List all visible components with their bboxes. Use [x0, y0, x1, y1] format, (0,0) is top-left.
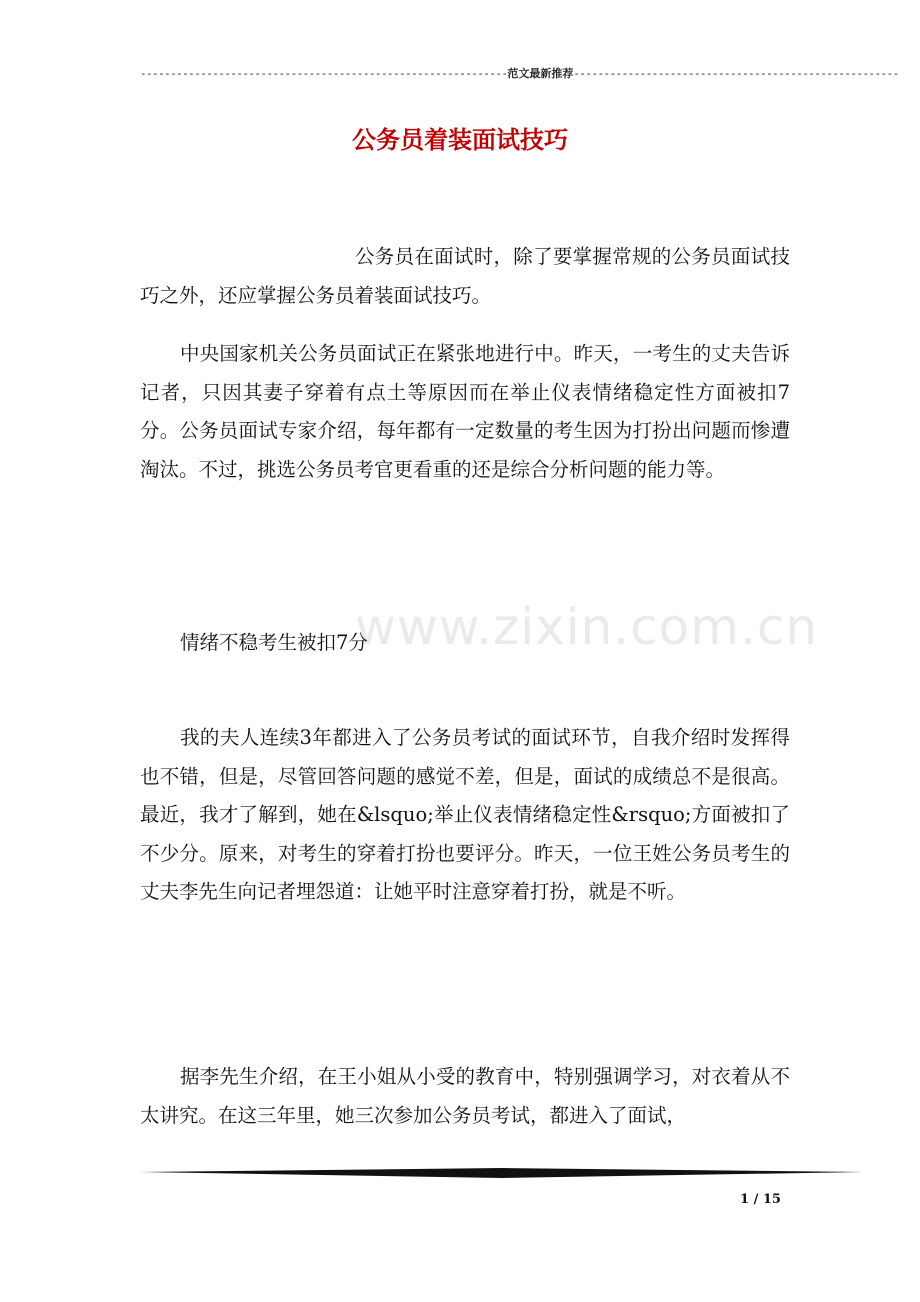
document-title: 公务员着装面试技巧	[352, 125, 568, 154]
paragraph-4: 据李先生介绍，在王小姐从小受的教育中，特别强调学习，对衣着从不太讲究。在这三年里，她三次参加公务员考试，都进入了面试，	[140, 1065, 790, 1127]
paragraph-3: 我的夫人连续3年都进入了公务员考试的面试环节，自我介绍时发挥得也不错，但是，尽管回答问题的感觉不差，但是，面试的成绩总不是很高。最近，我才了解到，她在&lsquo;举止仪表情绪稳定性&rsquo;方面被扣了不少分。原来，对考生的穿着打扮也要评分。昨天，一位王姓公务员考生的丈夫李先生向记者埋怨道：让她平时注意穿着打扮，就是不听。	[140, 726, 790, 903]
paragraph-1: 中央国家机关公务员面试正在紧张地进行中。昨天，一考生的丈夫告诉记者，只因其妻子穿着有点土等原因而在举止仪表情绪稳定性方面被扣7分。公务员面试专家介绍，每年都有一定数量的考生因为打扮出问题而惨遭淘汰。不过，挑选公务员考官更看重的还是综合分析问题的能力等。	[140, 342, 790, 481]
paragraph-intro: 公务员在面试时，除了要掌握常规的公务员面试技巧之外，还应掌握公务员着装面试技巧。	[140, 245, 790, 307]
watermark-text: www.zixin.com.cn	[355, 598, 819, 656]
page-number: 1 / 15	[740, 1192, 781, 1207]
page-header	[140, 66, 899, 82]
header-dashes-right: ------------------------------------------------------	[573, 67, 899, 80]
footer-rule	[140, 1166, 864, 1180]
header-label: 范文最新推荐	[507, 67, 574, 80]
header-dashes-left: -------------------------------------------------------------	[140, 67, 508, 80]
section-heading: 情绪不稳考生被扣7分	[180, 631, 368, 654]
